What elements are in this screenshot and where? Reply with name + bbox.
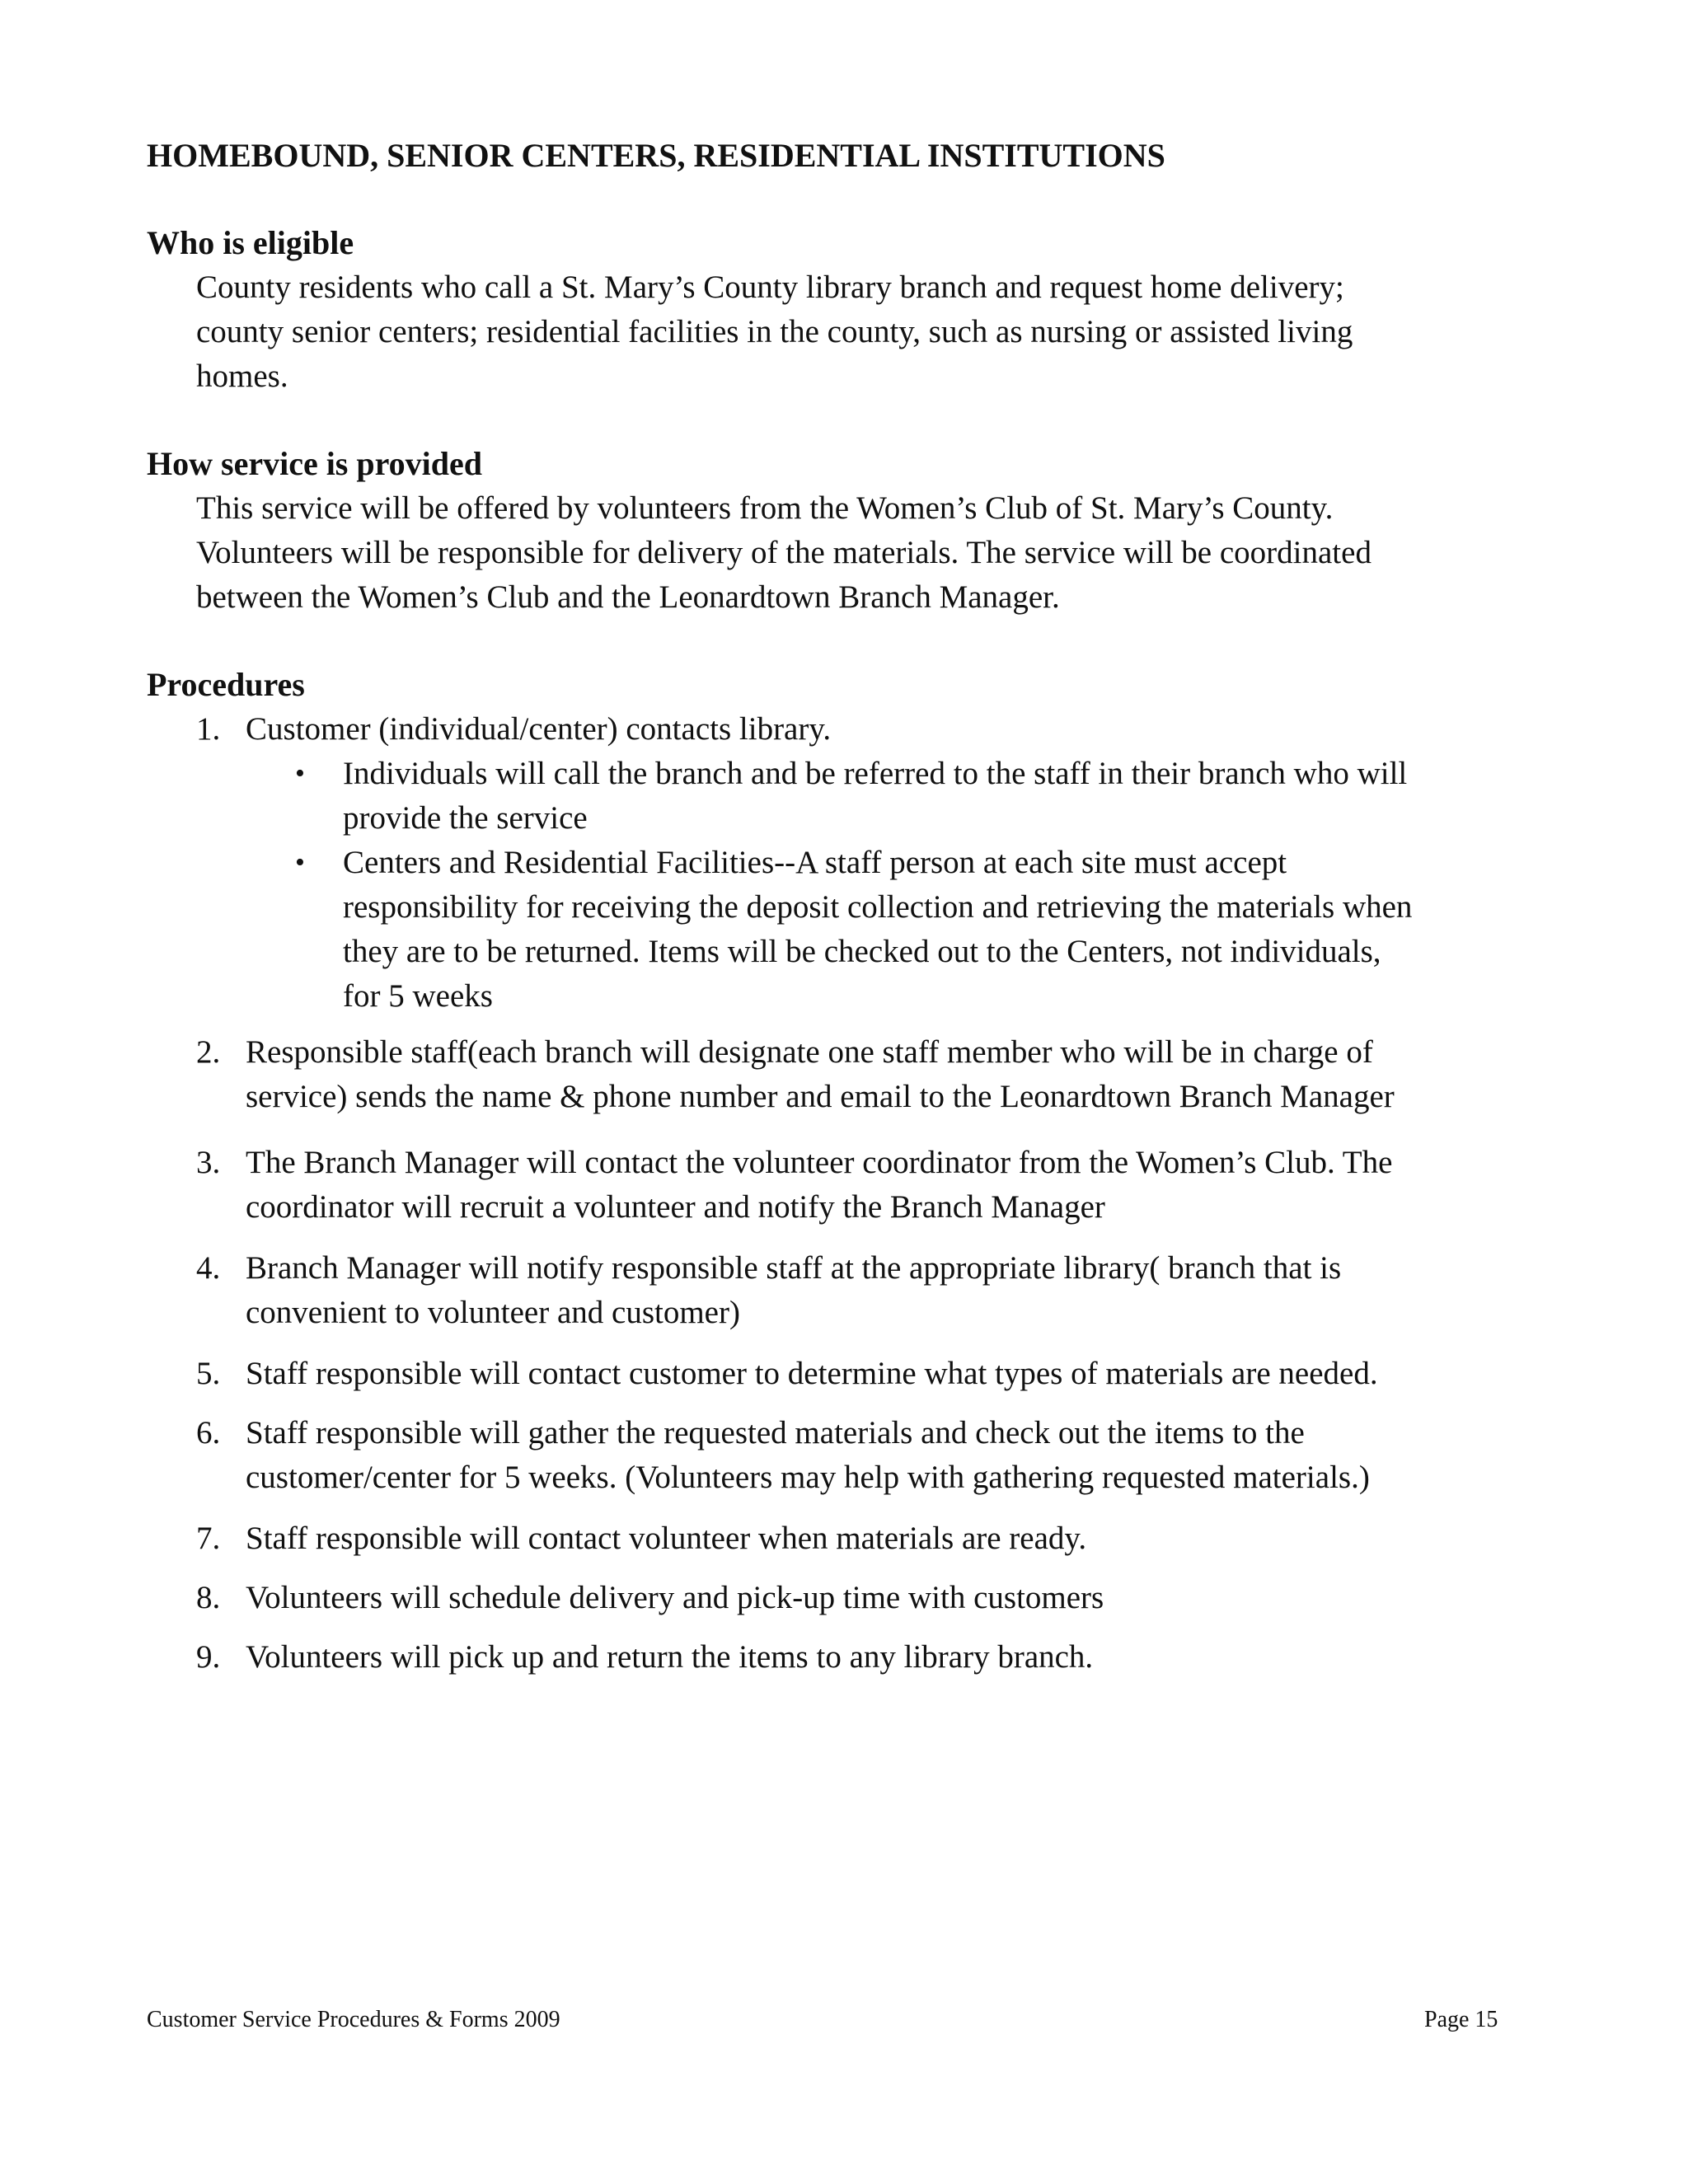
list-text bbox=[246, 1141, 1556, 1230]
list-number: 1. bbox=[196, 711, 221, 747]
bullet-text bbox=[343, 752, 1579, 841]
section-heading-eligible: Who is eligible bbox=[147, 224, 354, 261]
list-text-line: customer/center for 5 weeks. (Volunteers may help with gathering requested materials.) bbox=[246, 1460, 1370, 1495]
footer-page-number: Page 15 bbox=[1424, 2007, 1498, 2032]
list-text bbox=[246, 1030, 1556, 1119]
how-paragraph bbox=[196, 486, 1548, 620]
page-title: HOMEBOUND, SENIOR CENTERS, RESIDENTIAL INSTITUTIONS bbox=[147, 137, 1165, 174]
list-number: 7. bbox=[196, 1521, 221, 1556]
list-number: 4. bbox=[196, 1250, 221, 1286]
bullet-text-line: they are to be returned. Items will be checked out to the Centers, not individuals, bbox=[343, 934, 1381, 969]
list-text-line: Staff responsible will contact volunteer when materials are ready. bbox=[246, 1521, 1087, 1556]
list-number: 6. bbox=[196, 1415, 221, 1451]
list-text-line: convenient to volunteer and customer) bbox=[246, 1295, 740, 1330]
bullet-text-line: Centers and Residential Facilities--A staff person at each site must accept bbox=[343, 845, 1287, 880]
list-text-line: Staff responsible will gather the requested materials and check out the items to the bbox=[246, 1415, 1305, 1451]
bullet-icon: • bbox=[295, 758, 305, 789]
bullet-text-line: Individuals will call the branch and be referred to the staff in their branch who will bbox=[343, 756, 1408, 791]
list-text-line: Volunteers will schedule delivery and pick-up time with customers bbox=[246, 1580, 1104, 1615]
paragraph-line: county senior centers; residential facilities in the county, such as nursing or assisted living bbox=[196, 314, 1353, 349]
section-heading-procedures: Procedures bbox=[147, 666, 305, 703]
list-text bbox=[246, 1352, 1556, 1396]
list-text bbox=[246, 707, 1556, 752]
bullet-text bbox=[343, 841, 1579, 1019]
list-number: 8. bbox=[196, 1580, 221, 1615]
bullet-icon: • bbox=[295, 847, 305, 878]
list-text-line: Responsible staff(each branch will designate one staff member who will be in charge of bbox=[246, 1034, 1373, 1070]
list-text bbox=[246, 1635, 1556, 1680]
list-text bbox=[246, 1576, 1556, 1620]
paragraph-line: between the Women’s Club and the Leonardtown Branch Manager. bbox=[196, 579, 1060, 615]
paragraph-line: This service will be offered by volunteers from the Women’s Club of St. Mary’s County. bbox=[196, 490, 1334, 526]
list-text bbox=[246, 1246, 1556, 1335]
paragraph-line: homes. bbox=[196, 359, 288, 394]
list-text-line: The Branch Manager will contact the volunteer coordinator from the Women’s Club. The bbox=[246, 1145, 1393, 1180]
paragraph-line: Volunteers will be responsible for delivery of the materials. The service will be coordinated bbox=[196, 535, 1372, 570]
list-number: 2. bbox=[196, 1034, 221, 1070]
list-text-line: Volunteers will pick up and return the items to any library branch. bbox=[246, 1639, 1094, 1675]
list-text bbox=[246, 1516, 1556, 1561]
list-text bbox=[246, 1411, 1556, 1500]
list-text-line: Customer (individual/center) contacts library. bbox=[246, 711, 832, 747]
list-number: 3. bbox=[196, 1145, 221, 1180]
bullet-text-line: provide the service bbox=[343, 800, 588, 836]
list-number: 5. bbox=[196, 1356, 221, 1391]
eligible-paragraph bbox=[196, 265, 1548, 399]
list-text-line: coordinator will recruit a volunteer and notify the Branch Manager bbox=[246, 1189, 1105, 1225]
list-text-line: Branch Manager will notify responsible staff at the appropriate library( branch that is bbox=[246, 1250, 1342, 1286]
section-heading-how: How service is provided bbox=[147, 445, 483, 482]
list-text-line: service) sends the name & phone number and email to the Leonardtown Branch Manager bbox=[246, 1079, 1395, 1114]
list-number: 9. bbox=[196, 1639, 221, 1675]
bullet-text-line: responsibility for receiving the deposit collection and retrieving the materials when bbox=[343, 889, 1413, 925]
paragraph-line: County residents who call a St. Mary’s County library branch and request home delivery; bbox=[196, 269, 1344, 305]
footer-document-title: Customer Service Procedures & Forms 2009 bbox=[147, 2007, 560, 2032]
list-text-line: Staff responsible will contact customer to determine what types of materials are needed. bbox=[246, 1356, 1378, 1391]
bullet-text-line: for 5 weeks bbox=[343, 978, 493, 1014]
